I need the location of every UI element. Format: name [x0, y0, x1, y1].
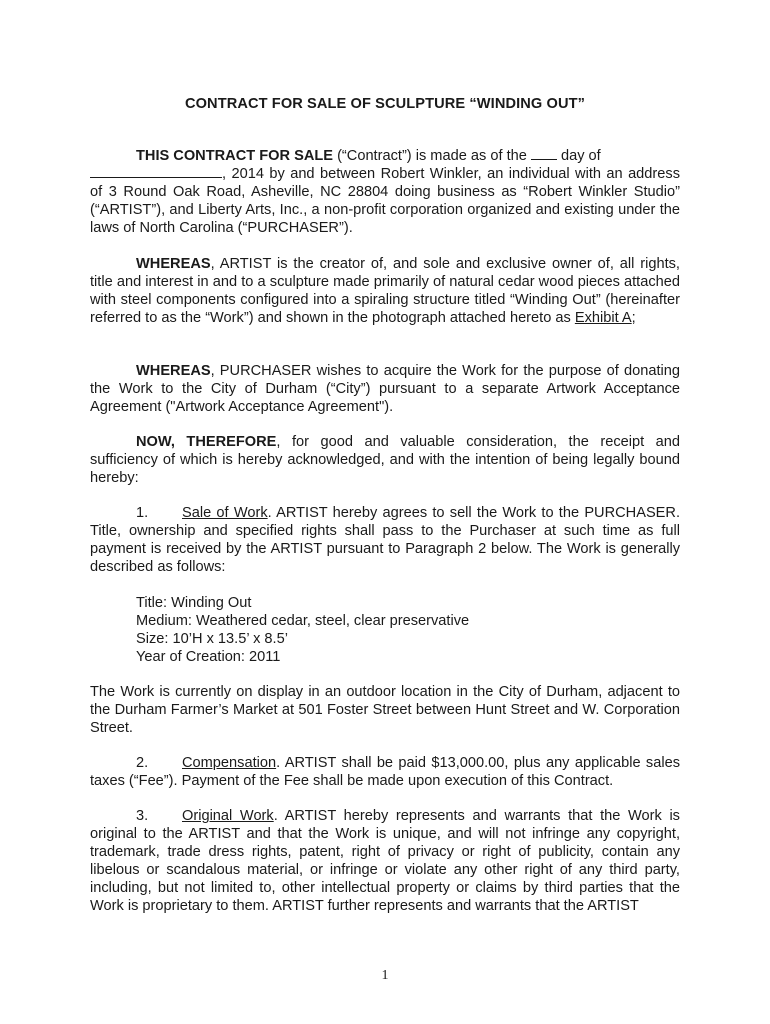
page-number: 1 [381, 968, 389, 983]
whereas-lead-1: WHEREAS [136, 256, 211, 272]
intro-paragraph [90, 147, 680, 237]
work-description-list [136, 594, 636, 666]
work-year: Year of Creation: 2011 [136, 649, 281, 665]
work-medium: Medium: Weathered cedar, steel, clear preservative [136, 613, 470, 629]
section-2-text: . ARTIST shall be paid $13,000.00, plus any applicable sales taxes (“Fee”). Payment of the Fee shall be made upon execution of this Contract. [90, 755, 680, 789]
intro-text-1: (“Contract”) is made as of the [333, 148, 531, 164]
section-2-heading: Compensation [182, 755, 277, 771]
whereas-text-1: , ARTIST is the creator of, and sole and exclusive owner of, all rights, title and interest in and to a sculpture made primarily of natural cedar wood pieces attached with steel components configured into a spiraling structure titled “Winding Out” (hereinafter referred to as the “Work”) and shown in the photograph attached hereto as [90, 256, 680, 326]
section-3-paragraph [90, 807, 680, 915]
whereas-paragraph-1 [90, 255, 680, 327]
section-1-paragraph [90, 504, 680, 576]
intro-lead: THIS CONTRACT FOR SALE [136, 148, 334, 164]
therefore-text: , for good and valuable consideration, the receipt and sufficiency of which is hereby acknowledged, and with the intention of being legally bound hereby: [90, 434, 680, 486]
whereas-end-1: ; [631, 310, 636, 326]
day-blank [531, 147, 557, 160]
section-2-paragraph [90, 754, 680, 790]
section-3-number: 3. [136, 808, 149, 824]
section-1-text: . ARTIST hereby agrees to sell the Work to the PURCHASER. Title, ownership and specified rights shall pass to the Purchaser at such time as full payment is received by the ARTIST pursuant to Paragraph 2 below. The Work is generally described as follows: [90, 505, 681, 575]
section-2-number: 2. [136, 755, 149, 771]
section-3-heading: Original Work [182, 808, 274, 824]
page-title: CONTRACT FOR SALE OF SCULPTURE “WINDING OUT” [184, 96, 586, 112]
section-1-heading: Sale of Work [182, 505, 268, 521]
intro-text-2: day of [556, 148, 601, 164]
month-blank [90, 165, 222, 178]
therefore-lead: NOW, THEREFORE [136, 434, 277, 450]
exhibit-a-link: Exhibit A [574, 310, 632, 326]
whereas-text-2: , PURCHASER wishes to acquire the Work for the purpose of donating the Work to the City of Durham (“City”) pursuant to a separate Artwork Acceptance Agreement ("Artwork Acceptance Agreement"). [90, 363, 680, 415]
work-size: Size: 10’H x 13.5’ x 8.5’ [136, 631, 288, 647]
intro-text-3: , 2014 by and between Robert Winkler, an individual with an address of 3 Round Oak Road, Asheville, NC 28804 doing business as “Robert Winkler Studio” (“ARTIST”), and Liberty Arts, Inc., a non-profit corporation organized and existing under the laws of North Carolina (“PURCHASER”). [90, 166, 680, 236]
section-1-number: 1. [136, 505, 149, 521]
whereas-lead-2: WHEREAS [136, 363, 211, 379]
whereas-paragraph-2 [90, 362, 680, 416]
work-title: Title: Winding Out [136, 595, 252, 611]
therefore-paragraph [90, 433, 680, 487]
display-paragraph: The Work is currently on display in an outdoor location in the City of Durham, adjacent to the Durham Farmer’s Market at 501 Foster Street between Hunt Street and W. Corporation Street. [90, 684, 680, 736]
section-3-text: . ARTIST hereby represents and warrants that the Work is original to the ARTIST and that the Work is unique, and will not infringe any copyright, trademark, trade dress rights, patent, right of privacy or right of publicity, contain any libelous or scandalous material, or infringe or violate any other right of any third party, including, but not limited to, other intellectual property or claims by third parties that the Work is proprietary to them. ARTIST further represents and warrants that the ARTIST [90, 808, 680, 914]
